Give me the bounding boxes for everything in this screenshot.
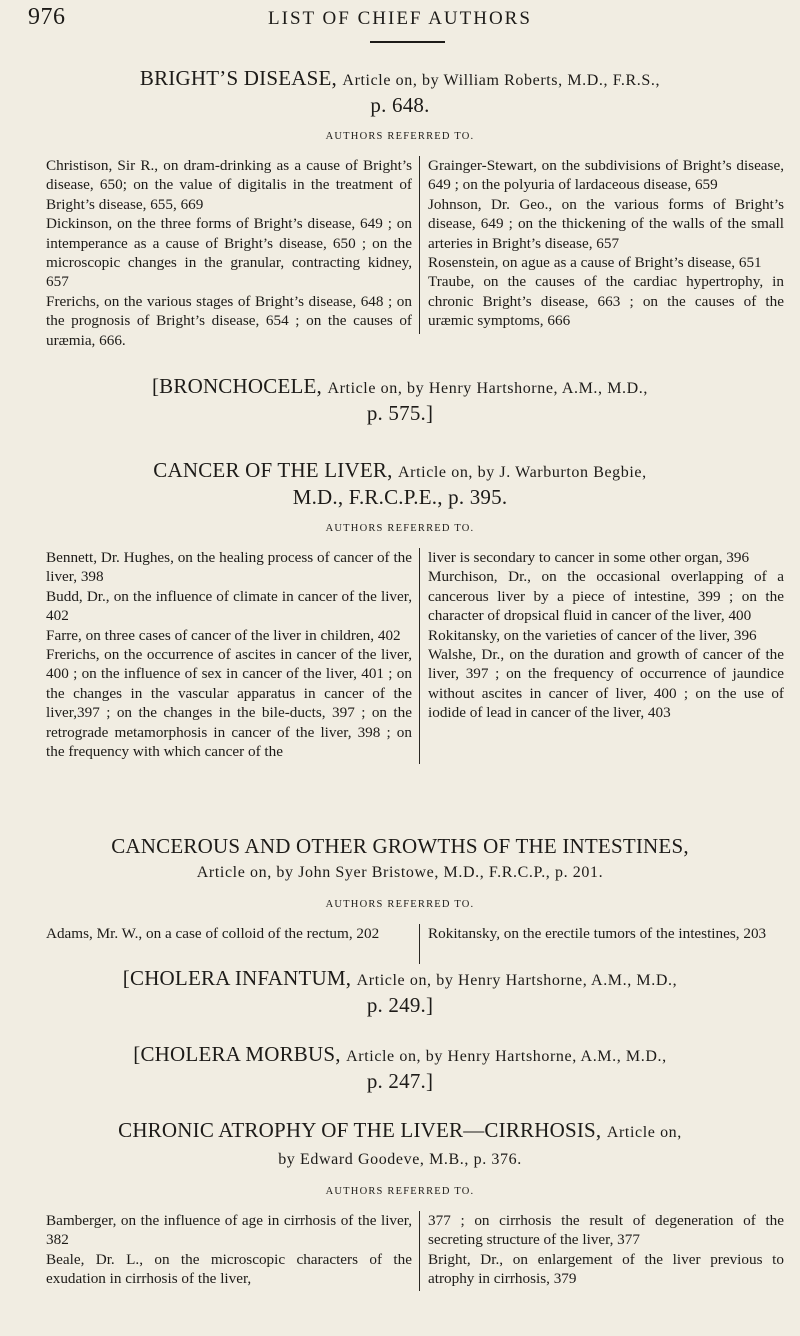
right-column bbox=[428, 924, 784, 943]
section-brights-disease bbox=[0, 66, 800, 349]
author-columns bbox=[0, 156, 800, 349]
author-entry: Bright, Dr., on enlargement of the liver previous to atrophy in cirrhosis, 379 bbox=[428, 1250, 784, 1288]
running-head-title: LIST OF CHIEF AUTHORS bbox=[268, 8, 532, 29]
title-article-credit: Article on, by John Syer Bristowe, M.D., F.R.C.P., p. 201. bbox=[196, 864, 604, 881]
title-page-ref: M.D., F.R.C.P.E., p. 395. bbox=[292, 485, 508, 509]
author-entry: Rokitansky, on the varieties of cancer of the liver, 396 bbox=[428, 626, 757, 644]
title-article-credit: Article on, by Henry Hartshorne, A.M., M.D., bbox=[346, 1048, 667, 1065]
section-cancer-of-liver bbox=[0, 458, 800, 766]
author-entry: 377 ; on cirrhosis the result of degeneration of the secreting structure of the liver, 377 bbox=[428, 1212, 784, 1249]
author-entry: Adams, Mr. W., on a case of colloid of the rectum, 202 bbox=[46, 925, 380, 942]
top-rule bbox=[370, 41, 445, 43]
authors-referred-label: AUTHORS REFERRED TO. bbox=[325, 1186, 475, 1197]
author-entry: Bennett, Dr. Hughes, on the healing process of cancer of the liver, 398 bbox=[46, 549, 412, 586]
author-entry: Beale, Dr. L., on the microscopic characters of the exudation in cirrhosis of the liver, bbox=[46, 1250, 412, 1288]
title-page-ref: p. 247.] bbox=[366, 1069, 434, 1093]
author-entry: Budd, Dr., on the influence of climate in cancer of the liver, 402 bbox=[46, 587, 412, 625]
section-intestinal-growths bbox=[0, 834, 800, 966]
author-entry: Walshe, Dr., on the duration and growth of cancer of the liver, 397 ; on the frequency of occurrence of jaundice without ascites in cancer of liver, 400 ; on the use of iodide of lead in cancer of the liver, 403 bbox=[428, 646, 784, 722]
section-title bbox=[30, 1042, 770, 1093]
section-cholera-morbus bbox=[0, 1042, 800, 1093]
left-column bbox=[46, 924, 412, 943]
author-entry: liver is secondary to cancer in some other organ, 396 bbox=[428, 549, 750, 566]
section-title bbox=[30, 1118, 770, 1172]
title-page-ref: p. 648. bbox=[370, 93, 430, 117]
title-article-credit: Article on, by William Roberts, M.D., F.R.S., bbox=[342, 72, 661, 89]
left-column bbox=[46, 548, 412, 761]
section-title bbox=[30, 966, 770, 1017]
column-divider bbox=[419, 156, 420, 334]
title-main: CANCER OF THE LIVER, bbox=[153, 458, 399, 482]
author-entry: Christison, Sir R., on dram-drinking as a cause of Bright’s disease, 650; on the value of digitalis in the treatment of Bright’s disease, 655, 669 bbox=[46, 157, 412, 213]
title-main: BRIGHT’S DISEASE, bbox=[139, 66, 343, 90]
title-article-credit: Article on, by Henry Hartshorne, A.M., M.D., bbox=[327, 380, 649, 397]
author-entry: Johnson, Dr. Geo., on the various forms of Bright’s disease, 649 ; on the thickening of the walls of the small arteries in Bright’s disease, 657 bbox=[428, 195, 784, 252]
title-article-credit: Article on, by J. Warburton Begbie, bbox=[398, 464, 647, 481]
section-title bbox=[30, 834, 770, 885]
column-divider bbox=[419, 548, 420, 764]
right-column bbox=[428, 156, 784, 331]
author-entry: Rosenstein, on ague as a cause of Bright’s disease, 651 bbox=[428, 254, 762, 272]
title-page-ref: p. 575.] bbox=[366, 401, 434, 425]
authors-referred-label: AUTHORS REFERRED TO. bbox=[325, 523, 475, 534]
authors-referred-label: AUTHORS REFERRED TO. bbox=[325, 899, 475, 910]
column-divider bbox=[419, 1211, 420, 1291]
column-divider bbox=[419, 924, 420, 964]
author-columns bbox=[0, 924, 800, 966]
author-entry: Murchison, Dr., on the occasional overlapping of a cancerous liver by a piece of intestine, 399 ; on the character of dropsical fluid in cancer of the liver, 400 bbox=[428, 568, 784, 625]
author-entry: Frerichs, on the occurrence of ascites in cancer of the liver, 400 ; on the influence of sex in cancer of the liver, 401 ; on the changes in the vascular apparatus in cancer of the liver,397 ; on the changes in the bile-ducts, 397 ; on the retrograde metamorphosis in cancer of the liver, 398 ; on the frequency with which cancer of the bbox=[46, 646, 412, 761]
running-head bbox=[28, 4, 772, 36]
section-title bbox=[30, 458, 770, 509]
author-columns bbox=[0, 548, 800, 766]
left-column bbox=[46, 1211, 412, 1289]
author-entry: Traube, on the causes of the cardiac hypertrophy, in chronic Bright’s disease, 663 ; on the causes of the uræmic symptoms, 666 bbox=[428, 273, 784, 330]
title-main: CANCEROUS AND OTHER GROWTHS OF THE INTESTINES, bbox=[111, 834, 689, 858]
title-article-credit: Article on, bbox=[606, 1124, 682, 1141]
author-entry: Bamberger, on the influence of age in cirrhosis of the liver, 382 bbox=[46, 1212, 412, 1249]
authors-referred-label: AUTHORS REFERRED TO. bbox=[325, 131, 475, 142]
section-cholera-infantum bbox=[0, 966, 800, 1017]
title-main: [CHOLERA INFANTUM, bbox=[122, 966, 357, 990]
page-number: 976 bbox=[28, 4, 66, 30]
title-main: [CHOLERA MORBUS, bbox=[133, 1042, 347, 1066]
title-main: [BRONCHOCELE, bbox=[151, 374, 328, 398]
title-article-credit: Article on, by Henry Hartshorne, A.M., M.D., bbox=[356, 972, 678, 989]
author-entry: Grainger-Stewart, on the subdivisions of Bright’s disease, 649 ; on the polyuria of lardaceous disease, 659 bbox=[428, 157, 784, 194]
left-column bbox=[46, 156, 412, 350]
author-entry: Frerichs, on the various stages of Bright’s disease, 648 ; on the prognosis of Bright’s disease, 654 ; on the causes of uræmia, 666. bbox=[46, 292, 412, 349]
title-page-ref: by Edward Goodeve, M.B., p. 376. bbox=[278, 1151, 522, 1168]
author-columns bbox=[0, 1211, 800, 1293]
right-column bbox=[428, 548, 784, 723]
title-page-ref: p. 249.] bbox=[366, 993, 434, 1017]
author-entry: Rokitansky, on the erectile tumors of the intestines, 203 bbox=[428, 925, 767, 942]
title-main: CHRONIC ATROPHY OF THE LIVER—CIRRHOSIS, bbox=[118, 1118, 607, 1142]
section-title bbox=[30, 374, 770, 425]
right-column bbox=[428, 1211, 784, 1289]
section-chronic-atrophy-liver bbox=[0, 1118, 800, 1293]
author-entry: Farre, on three cases of cancer of the liver in children, 402 bbox=[46, 626, 401, 644]
author-entry: Dickinson, on the three forms of Bright’s disease, 649 ; on intemperance as a cause of Bright’s disease, 650 ; on the microscopic changes in the granular, contracting kidney, 657 bbox=[46, 215, 412, 291]
section-title bbox=[30, 66, 770, 117]
section-bronchocele bbox=[0, 374, 800, 425]
